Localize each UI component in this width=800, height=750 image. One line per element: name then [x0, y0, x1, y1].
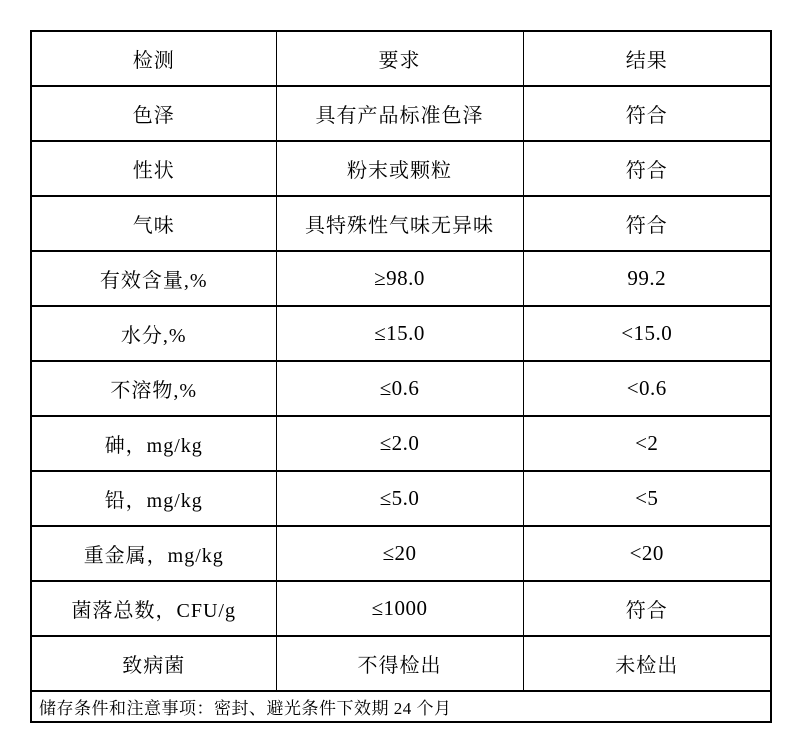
- cell-requirement: 具特殊性气味无异味: [276, 196, 523, 251]
- cell-result: 符合: [523, 141, 771, 196]
- table-row: [31, 196, 771, 251]
- cell-requirement: ≤2.0: [276, 416, 523, 471]
- cell-item: 重金属，mg/kg: [31, 526, 276, 581]
- table-row: [31, 636, 771, 691]
- cell-requirement: ≤5.0: [276, 471, 523, 526]
- cell-requirement: ≥98.0: [276, 251, 523, 306]
- table-row: [31, 306, 771, 361]
- cell-result: 符合: [523, 196, 771, 251]
- table-row: [31, 86, 771, 141]
- cell-requirement: ≤20: [276, 526, 523, 581]
- storage-note: 储存条件和注意事项：密封、避光条件下效期 24 个月: [31, 691, 771, 722]
- table-row: [31, 526, 771, 581]
- header-cell-result: 结果: [523, 31, 771, 86]
- storage-note-row: [31, 691, 771, 722]
- header-cell-requirement: 要求: [276, 31, 523, 86]
- cell-result: 99.2: [523, 251, 771, 306]
- cell-item: 色泽: [31, 86, 276, 141]
- cell-item: 致病菌: [31, 636, 276, 691]
- cell-result: 符合: [523, 86, 771, 141]
- cell-item: 有效含量,%: [31, 251, 276, 306]
- cell-result: 未检出: [523, 636, 771, 691]
- cell-result: 符合: [523, 581, 771, 636]
- cell-item: 铅，mg/kg: [31, 471, 276, 526]
- cell-result: <20: [523, 526, 771, 581]
- cell-item: 不溶物,%: [31, 361, 276, 416]
- table-row: [31, 251, 771, 306]
- inspection-spec-table: [30, 30, 772, 723]
- cell-item: 水分,%: [31, 306, 276, 361]
- header-cell-item: 检测: [31, 31, 276, 86]
- cell-result: <0.6: [523, 361, 771, 416]
- cell-item: 气味: [31, 196, 276, 251]
- cell-requirement: ≤0.6: [276, 361, 523, 416]
- cell-item: 菌落总数，CFU/g: [31, 581, 276, 636]
- table-row: [31, 416, 771, 471]
- table-row: [31, 141, 771, 196]
- cell-requirement: ≤1000: [276, 581, 523, 636]
- cell-result: <15.0: [523, 306, 771, 361]
- table-row: [31, 471, 771, 526]
- table-row: [31, 581, 771, 636]
- cell-requirement: 粉末或颗粒: [276, 141, 523, 196]
- cell-requirement: 具有产品标准色泽: [276, 86, 523, 141]
- cell-requirement: 不得检出: [276, 636, 523, 691]
- header-row: [31, 31, 771, 86]
- table-row: [31, 361, 771, 416]
- cell-result: <2: [523, 416, 771, 471]
- cell-item: 砷，mg/kg: [31, 416, 276, 471]
- cell-result: <5: [523, 471, 771, 526]
- cell-requirement: ≤15.0: [276, 306, 523, 361]
- cell-item: 性状: [31, 141, 276, 196]
